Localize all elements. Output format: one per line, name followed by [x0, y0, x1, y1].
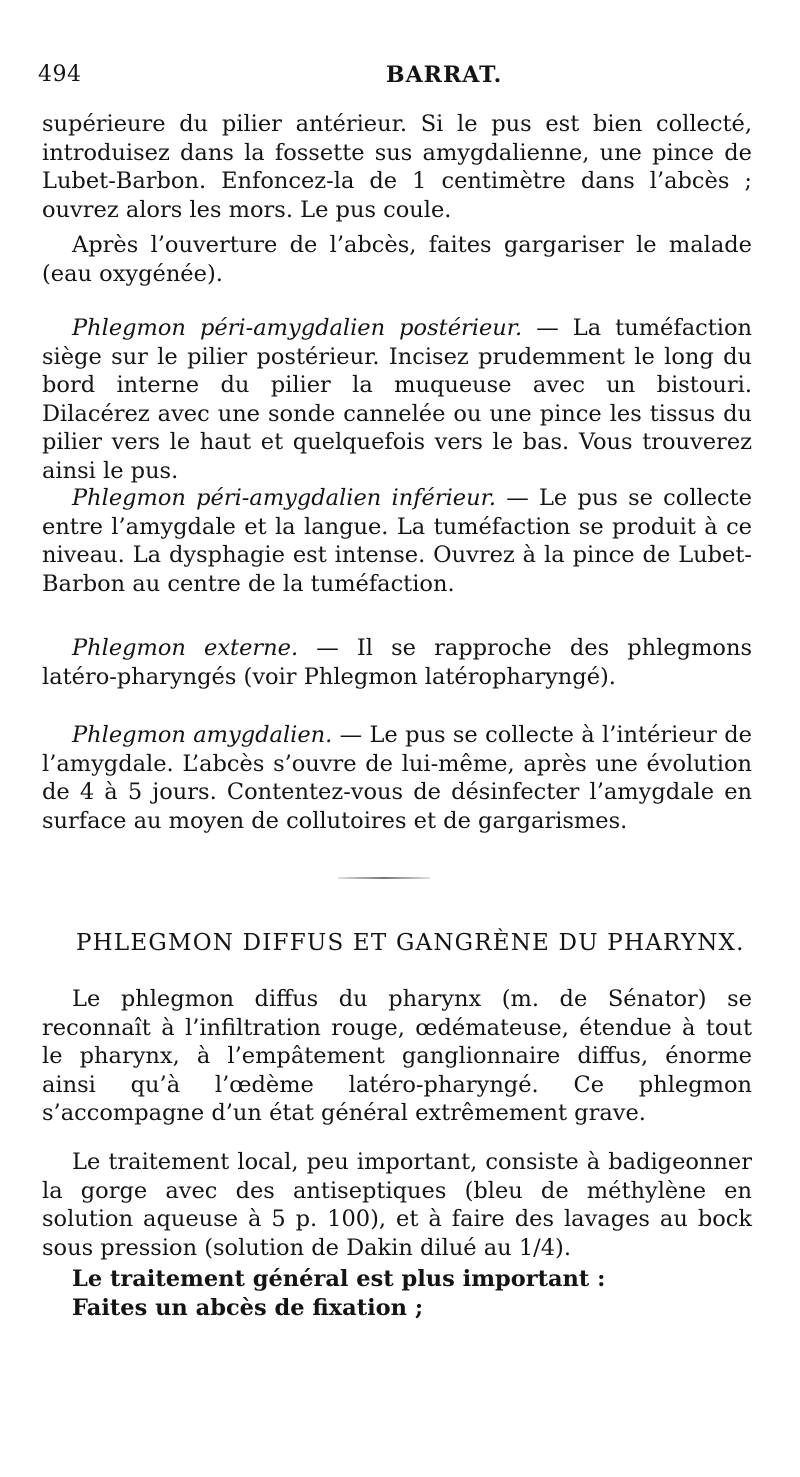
paragraph-heading: Phlegmon amygdalien.	[72, 722, 333, 748]
page-header	[38, 62, 752, 92]
paragraph-heading: Phlegmon péri-amygdalien postérieur.	[72, 315, 523, 341]
paragraph-phlegmon-posterieur	[42, 314, 752, 486]
paragraph	[42, 231, 752, 288]
paragraph-phlegmon-externe	[42, 634, 752, 691]
paragraph-text: — Le pus se collecte à l’intérieur de l’amygdale. L’abcès s’ouvre de lui-même, après une évolution de 4 à 5 jours. Contentez-vous de désinfecter l’amygdale en surface au moyen de collutoires et de gargarismes.	[42, 722, 752, 834]
paragraph-text: supérieure du pilier antérieur. Si le pus est bien collecté, introduisez dans la fossette sus amygdalienne, une pince de Lubet-Barbon. Enfoncez-la de 1 centimètre dans l’abcès ; ouvrez alors les mors. Le pus coule.	[42, 111, 752, 223]
paragraph-text: — La tuméfaction siège sur le pilier postérieur. Incisez prudemment le long du bord interne du pilier la muqueuse avec un bistouri. Dilacérez avec une sonde cannelée ou une pince les tissus du pilier vers le haut et quelquefois vers le bas. Vous trouverez ainsi le pus.	[42, 315, 752, 484]
paragraph	[42, 1148, 752, 1262]
paragraph-text: Le traitement général est plus important :	[72, 1266, 606, 1292]
running-title: BARRAT.	[386, 62, 503, 88]
paragraph-text: Le phlegmon diffus du pharynx (m. de Sénator) se reconnaît à l’infiltration rouge, œdémateuse, étendue à tout le pharynx, à l’empâtement ganglionnaire diffus, énorme ainsi qu’à l’œdème latéro-pharyngé. Ce phlegmon s’accompagne d’un état général extrêmement grave.	[42, 986, 752, 1127]
paragraph-phlegmon-inferieur	[42, 484, 752, 598]
paragraph-text: — Il se rapproche des phlegmons latéro-pharyngés (voir Phlegmon latéropharyngé).	[42, 635, 752, 690]
paragraph-heading: Phlegmon externe.	[72, 635, 299, 661]
paragraph	[42, 985, 752, 1128]
paragraph-text: Après l’ouverture de l’abcès, faites gargariser le malade (eau oxygénée).	[42, 232, 752, 287]
paragraph-text: Faites un abcès de fixation ;	[72, 1294, 424, 1321]
paragraph-phlegmon-amygdalien	[42, 721, 752, 835]
paragraph	[42, 110, 752, 224]
section-title: PHLEGMON DIFFUS ET GANGRÈNE DU PHARYNX.	[76, 930, 745, 956]
page-number: 494	[38, 62, 82, 87]
section-separator	[338, 877, 430, 879]
paragraph-heading: Phlegmon péri-amygdalien inférieur.	[72, 485, 497, 511]
paragraph-text: — Le pus se collecte entre l’amygdale et la langue. La tuméfaction se produit à ce niveau. La dysphagie est intense. Ouvrez à la pince de Lubet-Barbon au centre de la tuméfaction.	[42, 485, 752, 597]
paragraph-text: Le traitement local, peu important, consiste à badigeonner la gorge avec des antiseptiques (bleu de méthylène en solution aqueuse à 5 p. 100), et à faire des lavages au bock sous pression (solution de Dakin dilué au 1/4).	[42, 1149, 752, 1261]
treatment-list	[72, 1265, 752, 1322]
